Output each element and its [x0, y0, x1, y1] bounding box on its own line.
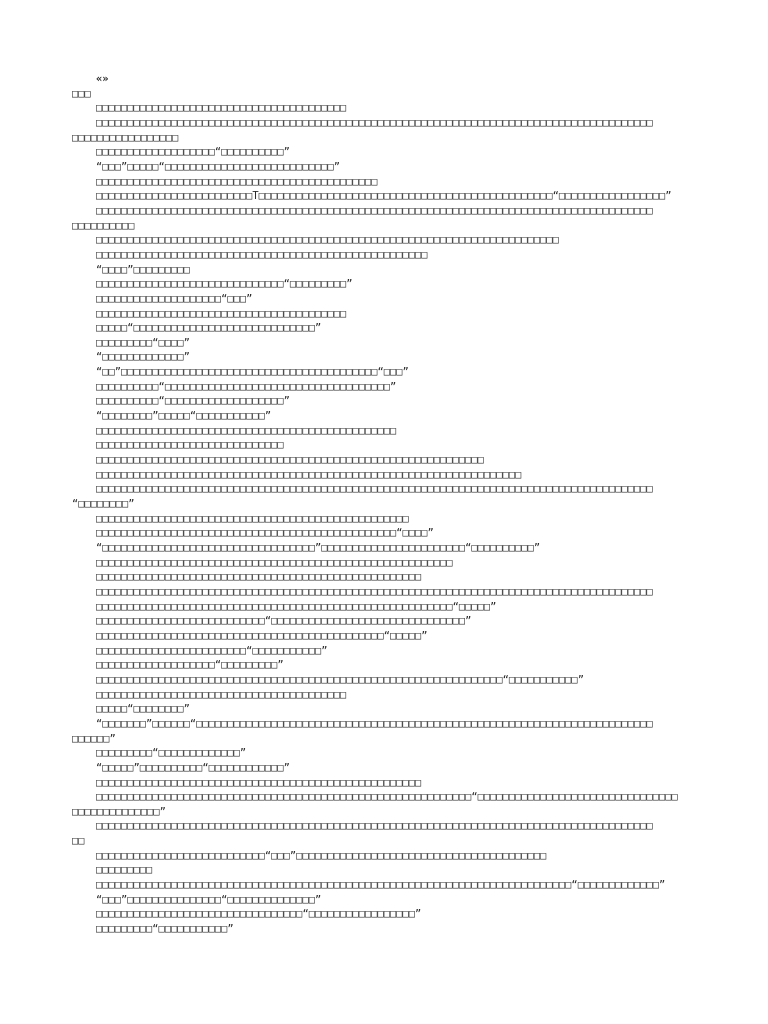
paragraph	[72, 350, 696, 365]
text-line: “□□□□□□□”□□□□□□“□□□□□□□□□□□□□□□□□□□□□□□□□□□□□□□□□□□□□□□□□□□□□□□□□□□□□□□□□□□□□□□□□□□□□□□□□	[96, 717, 653, 730]
text-line: □□□□□□□□□□□□□□□□□□□□□□□□□□□□□□□□□□□□□□□□□□□□□□□□□□□□□□□□□□□□□□□□□□□□□□□□□□□□□□□□□□□□□□□□□	[96, 116, 653, 129]
text-line: □□□□□□□□□□□□□□□□□□□□□□□□□□□□□□□□□□□□□□□□□□□□□□□□□□□□□□□□□□□□“□□□□□□□□□□□□□□□□□□□□□□□□□□□□□□□□	[96, 791, 678, 804]
paragraph	[72, 776, 696, 791]
paragraph	[72, 248, 696, 263]
paragraph	[72, 570, 696, 585]
paragraph	[72, 673, 696, 688]
text-line: □□□□□□□□□□□□□□□□□□□“□□□□□□□□□□”	[96, 146, 290, 159]
text-line: “□□□□□□□□□□□□□”	[96, 351, 190, 364]
section-heading: □□□	[72, 87, 91, 100]
paragraph	[72, 658, 696, 673]
paragraph	[72, 380, 696, 395]
paragraph	[72, 878, 696, 893]
paragraph	[72, 922, 696, 937]
text-line: □□□□□□□□□□□□□□□□□□□□□□□□□□□□□□□□□□□□□□□□□□□□□□□□□□□□□□□□□	[96, 556, 453, 569]
paragraph	[72, 336, 696, 351]
text-line: □□□□□□□□□□□□□□□□□□□□□□□□□□□□□□□□□□□□□□□□□□□□□	[96, 175, 378, 188]
paragraph	[72, 541, 696, 556]
paragraph	[72, 819, 696, 848]
text-line: □□□□□□□□□□□□□□□□□□□□□□□□□□□□□□□□□□□□□□□□□□□□□□□□□□□□□□□□□□□□□□□□□□□□□□□□□□□□□□□□□□□□□□□□□	[96, 483, 653, 496]
text-line: □□□□□□□□□	[96, 864, 153, 877]
text-line: □□□□□□□□□□□□□□□□□□□□□□□□□□□□□□“□□□□□□□□□”	[96, 278, 353, 291]
text-line: □□□□□□□□□□□□□□□□□□□□□□□□“□□□□□□□□□□□”	[96, 644, 328, 657]
text-line: “□□□□□□□□□□□□□□□□□□□□□□□□□□□□□□□□□□”□□□□□□□□□□□□□□□□□□□□□□□“□□□□□□□□□□”	[96, 542, 541, 554]
paragraph	[72, 409, 696, 424]
text-line: “□□□”□□□□□“□□□□□□□□□□□□□□□□□□□□□□□□□□□”	[96, 160, 340, 173]
text-line: □□□□□□□□□□□□□□□□□□□□□□□□□□□□□□	[96, 439, 284, 452]
text-line: □□□□□□□□□□“□□□□□□□□□□□□□□□□□□□□□□□□□□□□□□□□□□□□”	[96, 380, 397, 393]
paragraph	[72, 600, 696, 615]
paragraph	[72, 585, 696, 600]
paragraph	[72, 307, 696, 322]
text-line: □□□□□□□□□□□□□□□□□□□□□□□□□□□□□□□□□□□□□□□□□□□□□□□□□□□□□□□□□□□□□□□□□□□□□□□□□□□□“□□□□□□□□□□□□□”	[96, 879, 666, 892]
text-line: “□□□□□□□□”□□□□□“□□□□□□□□□□□”	[96, 410, 272, 423]
paragraph	[72, 160, 696, 175]
text-line: □□□□□□□□□□□□□□□□□□□□□□□□□□□□□□□□□□□□□□□□□□□□□□□□□□□□□□□□□□□□□□	[96, 454, 484, 467]
text-line: □□□□□□□□□□□□□□□□□□□□□□□□□□□□□□□□□□□□□□□□□□□□□□“□□□□□”	[96, 629, 428, 642]
paragraph	[72, 424, 696, 439]
text-line: □□□□□□□□□□□□□□□□□□□□□□□□□□□□□□□□□□□□□□□□□□□□□□□□□□□□□□□□□□□□□□□□□□□□□□□□□□	[96, 234, 559, 247]
text-line: □□□□□□□□□□□□□□”	[72, 805, 166, 818]
paragraph	[72, 394, 696, 409]
paragraph	[72, 790, 696, 819]
text-line: □□□□□□□□□□□□□□□□□□□□□□□□□□□“□□□□□□□□□□□□□□□□□□□□□□□□□□□□□□□”	[96, 615, 472, 628]
paragraph	[72, 277, 696, 292]
paragraph	[72, 292, 696, 307]
paragraph	[72, 321, 696, 336]
paragraph	[72, 438, 696, 453]
text-line: “□□□”□□□□□□□□□□□□□□□“□□□□□□□□□□□□□□”	[96, 893, 322, 906]
text-line: □□□□□□□□□“□□□□□□□□□□□”	[96, 923, 234, 936]
paragraph	[72, 863, 696, 878]
paragraph	[72, 717, 696, 746]
text-line: □□□□□□□□□□□□□□□□□□□□□□□□□□□□□□□□□□□□□□□□□□□□□□□□□□□□□□□□□□□□□□□□□□□□	[96, 468, 522, 481]
paragraph	[72, 746, 696, 761]
paragraph	[72, 468, 696, 483]
paragraph	[72, 233, 696, 248]
text-line: □□□□□□□□□□□□□□□□□□□□□□□□□□□□□□□□□□□□□□□□□□□□□□□□□□□□	[96, 776, 422, 789]
text-line: □□□□□□□□□□□□□□□□□□□□□□□□□□□□□□□□□□□□□□□□	[96, 307, 347, 320]
paragraph	[72, 556, 696, 571]
paragraph	[72, 526, 696, 541]
text-line: □□□□□□□□□□□□□□□□□□□□□□□□□□□□□□□□□□□□□□□□□□□□□□□□□□□□	[96, 571, 422, 584]
text-line: □□□□□□”	[72, 732, 116, 745]
text-line: □□□□□□□□□□□□□□□□□□□□□□□□□□□□□□□□□□□□□□□□□□□□□□□□□□□□□	[96, 248, 428, 261]
text-line: “□□”□□□□□□□□□□□□□□□□□□□□□□□□□□□□□□□□□□□□□□□□□“□□□”	[96, 366, 409, 379]
text-line: □□□□□□□□□□□□□□□□□□□□□□□□□□□□□□□□□□□□□□□□	[96, 102, 347, 115]
text-line: □□□□□□□□□□□□□□□□□□□□□□□□□□□□□□□□□□□□□□□□□□□□□□□□“□□□□”	[96, 527, 434, 540]
document-body	[72, 72, 696, 937]
text-line: □□□□□□□□□□□□□□□□□□□□□□□□□□□□□□□□□□□□□□□□□□□□□□□□□□□□□□□□□□□□□□□□□□□□□□□□□□□□□□□□□□□□□□□□□	[96, 204, 653, 217]
text-line: □□□□□□□□□□□□□□□□□□□“□□□□□□□□□”	[96, 659, 284, 672]
paragraph	[72, 907, 696, 922]
paragraph	[72, 688, 696, 703]
paragraph	[72, 365, 696, 380]
paragraph	[72, 849, 696, 864]
paragraph	[72, 644, 696, 659]
paragraph	[72, 116, 696, 145]
paragraph	[72, 893, 696, 908]
text-line: “□□□□□□□□”	[72, 498, 135, 511]
text-line: □□□□□□□□□□□□□□□□□□□□□□□□□□□□□□□□□□□□□□□□□□□□□□□□□□□□□□□□□“□□□□□”	[96, 600, 497, 613]
text-line: □□□□□□□□□□□□□□□□□□□□□□□□□□□□□□□□□□□□□□□□□□□□□□□□□□	[96, 512, 409, 525]
text-line: □□□□□□□□□□□□□□□□□□□□□□□□□□□□□□□□□“□□□□□□□□□□□□□□□□□”	[96, 908, 422, 921]
paragraph	[72, 189, 696, 204]
paragraph	[72, 204, 696, 233]
text-line: □□	[72, 835, 85, 848]
text-line: “□□□□”□□□□□□□□□	[96, 263, 190, 276]
text-line: □□□□□“□□□□□□□□□□□□□□□□□□□□□□□□□□□□□”	[96, 322, 322, 335]
paragraph	[72, 453, 696, 468]
text-line: □□□□□“□□□□□□□□”	[96, 703, 190, 716]
text-line: □□□□□□□□□□□□□□□□□	[72, 131, 179, 144]
paragraph	[72, 614, 696, 629]
text-line: □□□□□□□□□□“□□□□□□□□□□□□□□□□□□□”	[96, 395, 290, 408]
paragraph	[72, 101, 696, 116]
paragraph	[72, 702, 696, 717]
text-line: “□□□□□”□□□□□□□□□□“□□□□□□□□□□□□”	[96, 761, 290, 774]
text-line: □□□□□□□□□□□□□□□□□□□□□□□□□□□□□□□□□□□□□□□□□□□□□□□□	[96, 424, 397, 437]
text-line: □□□□□□□□□□□□□□□□□□□□□□□□□□□“□□□”□□□□□□□□□□□□□□□□□□□□□□□□□□□□□□□□□□□□□□□□	[96, 849, 547, 862]
text-line: □□□□□□□□□□□□□□□□□□□□□□□□□□□□□□□□□□□□□□□□□□□□□□□□□□□□□□□□□□□□□□□□□“□□□□□□□□□□□”	[96, 673, 584, 686]
text-line: □□□□□□□□□□□□□□□□□□□□□□□□□□□□□□□□□□□□□□□□□□□□□□□□□□□□□□□□□□□□□□□□□□□□□□□□□□□□□□□□□□□□□□□□□	[96, 585, 653, 598]
paragraph	[72, 175, 696, 190]
paragraph	[72, 482, 696, 511]
text-line: □□□□□□□□□□□□□□□□□□□□□□□□□□□□□□□□□□□□□□□□□□□□□□□□□□□□□□□□□□□□□□□□□□□□□□□□□□□□□□□□□□□□□□□□□	[96, 820, 653, 833]
text-line: □□□□□□□□□“□□□□□□□□□□□□□”	[96, 747, 247, 760]
paragraph	[72, 629, 696, 644]
paragraph	[72, 145, 696, 160]
paragraph	[72, 263, 696, 278]
paragraph	[72, 512, 696, 527]
text-line: □□□□□□□□□□	[72, 219, 135, 232]
text-line: □□□□□□□□□“□□□□”	[96, 336, 190, 349]
paragraph	[72, 761, 696, 776]
text-line: □□□□□□□□□□□□□□□□□□□□□□□□□□□□□□□□□□□□□□□□	[96, 688, 347, 701]
title-mark: «»	[96, 73, 109, 85]
text-line: □□□□□□□□□□□□□□□□□□□□□□□□□T□□□□□□□□□□□□□□□□□□□□□□□□□□□□□□□□□□□□□□□□□□□□□□□“□□□□□□□□□□□□□□□□□”	[96, 190, 672, 203]
text-line: □□□□□□□□□□□□□□□□□□□□“□□□”	[96, 292, 253, 305]
